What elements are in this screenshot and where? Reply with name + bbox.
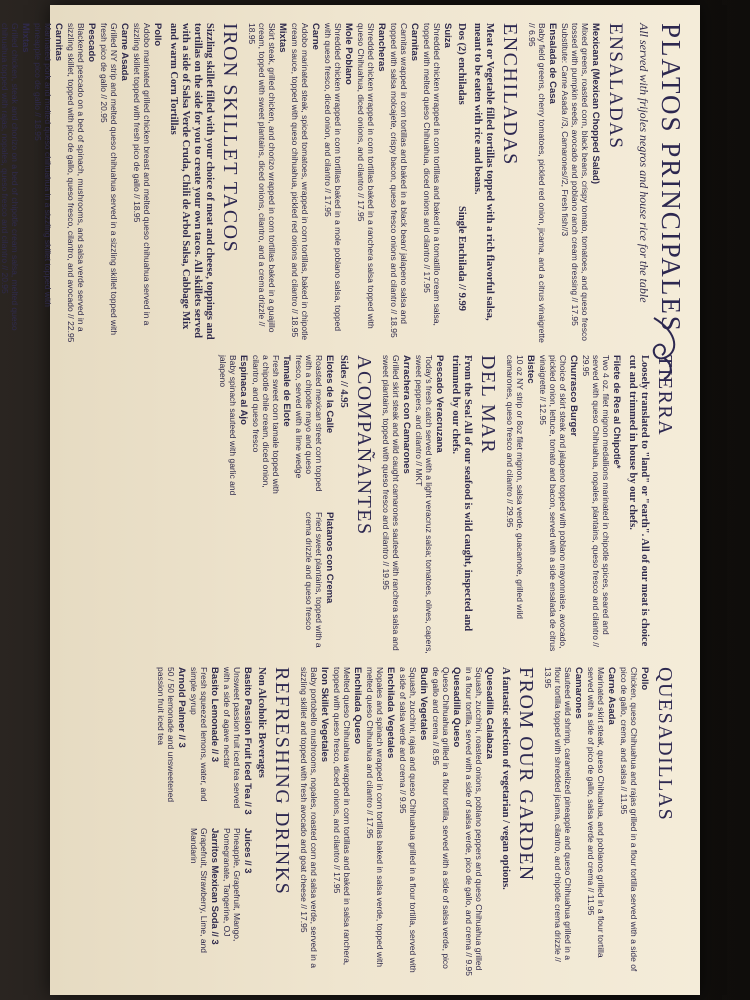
menu-item [189, 828, 220, 977]
item-name: Basito Lemonade // 3 [209, 667, 220, 763]
iron-skillet-title: IRON SKILLET TACOS [219, 23, 241, 254]
item-name: Carnitas [53, 23, 64, 62]
menu-item [538, 355, 579, 655]
acompanantes-title: ACOMPAÑANTES [353, 355, 375, 536]
item-description: Mixed greens, roasted corn, black beans, crispy tomato, tomatoes, and queso fresco tossed with pumpkin seeds, avocado and poblano ranch cream dressing // 17.95 Substitute: Carne Asada //3, Camarones//2, Fresh fish//3 [560, 23, 590, 341]
item-description: 10 oz NY strip or 8oz filet mignon, salsa verde, guacamole, grilled wild camarones, queso fresco and cilantro // 29.95 [505, 355, 525, 619]
menu-item [294, 355, 335, 498]
item-description: Sauteed wild shrimp, caramelized pineapple and queso Chihuahua grilled in a flour tortilla topped with shredded jicama, cilantro, and chipotle crema drizzle // 13.95 [543, 667, 573, 962]
item-name: Carne [310, 23, 321, 50]
item-name: Juices // 3 [242, 828, 253, 874]
menu-item [247, 23, 288, 343]
item-name: Pollo [152, 23, 163, 47]
enchiladas-intro: Meat or Vegetable filled tortillas topped with a rich flavorful salsa, meant to be eaten with rice and beans. [472, 23, 495, 321]
item-description: Marinated pork and melted queso chihuahua in a sizzling skillet topped with pineapple pico de gallo // 18.95 [33, 23, 53, 307]
iron-skillet-intro: Sizzling skillet filled with your choice of meat and cheese, toppings and tortillas on the side for you to create your own tacos. All skillets served with a side of Salsa Verde Cruda, Chili de Arbol Salsa, Cabbage Mix and warm Corn Tortillas [168, 23, 215, 340]
drinks-title: REFRESHING DRINKS [271, 667, 293, 896]
item-name: Carne Asada [606, 667, 617, 725]
item-name: Enchilada Vegetales [385, 667, 396, 759]
menu-item [365, 667, 396, 977]
del-mar-intro: From the Sea! All of our seafood is wild caught, inspected and trimmed by our chefs. [450, 355, 473, 632]
item-description: Carnitas wrapped in corn tortillas and baked in a black bean/ jalapeno salsa and topped with salsa molcajete, crispy bacon, queso fresco onions and cilantro // 18.95 [389, 23, 409, 338]
menu-item [464, 667, 495, 977]
del-mar-title: DEL MAR [477, 355, 499, 455]
menu-item [414, 355, 445, 655]
menu-item [505, 355, 536, 655]
item-description: Chicken, queso Chihuahua and rajas grilled in a flour tortilla served with a side of pico de gallo, crema, and salsa // 11.95 [619, 667, 639, 972]
item-name: Tamale de Elote [281, 355, 292, 427]
item-name: Mole Poblano [343, 23, 354, 85]
tierra-title: TIERRA [654, 355, 676, 437]
menu-item [431, 667, 462, 977]
drinks-sub: Non Alcoholic Beverages [256, 667, 267, 778]
item-name: Carnitas [409, 23, 420, 62]
item-description: Two 4 oz. filet mignon medallions marinated in chipotle spices, seared and served with queso Chihuahua, nopales, plantains, queso fresco and cilantro // 29.95 [581, 355, 611, 648]
drinks-column [154, 667, 253, 816]
sides-column [216, 355, 335, 498]
menu-item [586, 667, 617, 977]
item-name: Jarritos Mexican Soda // 3 [209, 828, 220, 945]
item-name: Budin Vegetales [418, 667, 429, 741]
item-description: Shredded chicken wrapped in corn tortillas and baked in a tomatillo cream salsa, topped with melted queso Chihuahua, diced onions and cilantro // 17.95 [422, 23, 442, 326]
item-description: 50 / 50 lemonade and unsweetened passion fruit iced tea [156, 667, 176, 803]
enchiladas-pricing [456, 23, 467, 311]
menu-item [323, 23, 354, 343]
item-name: Pescado [86, 23, 97, 63]
item-name: Filete de Res al Chipotle* [611, 355, 622, 469]
item-name: Churrasco Burger [568, 355, 579, 437]
item-name: Elotes de la Calle [324, 355, 335, 434]
item-description: Grilled NY strip and melted queso chihuahua served in a sizzling skillet topped with fresh pico de gallo // 20.95 [99, 23, 119, 336]
item-description: Grilled skirt steak and wild caught camarones sauteed with ranchera salsa and sweet plantains, topped with queso fresco and cilantro // 19.95 [381, 355, 401, 651]
item-description: Blackened pescado on a bed of spinach, mushrooms, and salsa verde served in a sizzling skillet, topped with pico de gallo, queso fresco, cilantro, and avocado // 22.95 [66, 23, 86, 343]
enchiladas-dos: Dos (2) enchiladas [456, 23, 467, 105]
item-description: Today's fresh catch served with a light veracruz salsa; tomatoes, olives, capers, sweet peppers, and cilantro // MKT [414, 355, 434, 654]
item-name: Rancheras [376, 23, 387, 72]
menu-item [304, 512, 335, 655]
quesadillas-title: QUESADILLAS [654, 667, 676, 822]
sides-column [216, 512, 335, 655]
menu-item [543, 667, 584, 977]
item-name: Enchilada Queso [352, 667, 363, 745]
item-name: Suiza [442, 23, 453, 48]
item-name: Mixtas [20, 23, 31, 53]
menu-item [156, 667, 187, 816]
item-description: Choice of skirt steak and jalapeno topped with poblano mayonnaise, avocado, pickled onion, lettuce, tomato and bacon, served with a side ensalada de citrus vinaigrette // 12.95 [538, 355, 568, 652]
item-description: Squash, zucchini, rajas and queso Chihuahua grilled in a flour tortilla, served with a side of salsa verde and crema // 9.95 [398, 667, 418, 973]
menu-item [581, 355, 622, 655]
menu-item [33, 23, 64, 343]
acompanantes-sub: Sides // 4.95 [338, 355, 349, 408]
item-description: Pineapple, Grapefruit, Mango, Pomegranate, Tangerine, OJ [222, 828, 242, 942]
item-description: Grapefruit, Strawberry, Lime, and Mandarin [189, 828, 209, 954]
menu-paper [0, 5, 700, 995]
platos-tagline: All served with frijoles negros and house rice for the table [637, 23, 651, 303]
menu-item [381, 355, 412, 655]
item-name: Iron Skillet Vegetales [319, 667, 330, 763]
item-name: Mixtas [277, 23, 288, 53]
drinks-grid [154, 667, 253, 977]
enchiladas-title: ENCHILADAS [499, 23, 521, 166]
item-description: Fried sweet plantains, topped with a crema drizzle and queso fresco [304, 512, 324, 648]
menu-item [222, 828, 253, 977]
item-name: Platanos con Crema [324, 512, 335, 604]
menu-item [290, 23, 321, 343]
menu-item [389, 23, 420, 343]
item-name: Ensalada de Casa [547, 23, 558, 104]
item-description: Grilled chicken, steak and chorizo on a bed of chipotle cream salsa, melted queso chihuahua topped with rajas, nopales, queso fresco and cilantro // 20.95 [0, 23, 20, 331]
item-name: Camarones [573, 667, 584, 719]
tierra-intro: Loosely translated to "land" or "earth". All of our meat is choice cut and trimmed in house by our chefs. [627, 355, 650, 647]
item-name: Arnold Palmer // 3 [176, 667, 187, 748]
garden-title: FROM OUR GARDEN [515, 667, 537, 882]
item-description: Shredded chicken wrapped in corn tortillas baked in a mole poblano salsa, topped with queso fresco, diced onion, and cilantro // 17.95 [323, 23, 343, 332]
garden-intro: A fantastic selection of vegetarian / vegan options. [500, 667, 511, 890]
item-description: Baby spinach sauteed with garlic and jalapeno [218, 355, 238, 496]
platos-title: PLATOS PRINCIPALES [656, 23, 686, 333]
item-description: Unsweet passion fruit iced tea served with a side of agave nectar [222, 667, 242, 809]
menu-item [218, 355, 249, 498]
item-name: Pollo [639, 667, 650, 691]
item-name: Bistec [525, 355, 536, 384]
item-description: Fresh sweet corn tamale topped with a chipotle chile cream, diced onion, cilantro, and queso fresco [251, 355, 281, 494]
drinks-column [154, 828, 253, 977]
sides-grid [216, 355, 335, 655]
menu-item [527, 23, 558, 343]
item-description: Marinated skirt steak, queso Chihuahua, and poblanos grilled in a flour tortilla served with a side of pico de gallo, salsa verde and crema // 11.95 [586, 667, 606, 958]
menu-item [0, 23, 31, 343]
menu-item [99, 23, 130, 343]
item-description: Nopales and spinach wrapped in corn tortillas baked in salsa verde, topped with melted queso Chihuahua and cilantro // 17.95 [365, 667, 385, 968]
menu-item [398, 667, 429, 977]
menu-item [251, 355, 292, 498]
item-description: Queso Chihuahua grilled in a flour tortilla, served with a side of salsa verde, pico de gallo and crema // 8.95 [431, 667, 451, 969]
menu-column-left [0, 23, 688, 343]
item-name: Espinaca al Ajo [238, 355, 249, 425]
item-description: Skirt steak, grilled chicken, and chorizo wrapped in corn tortillas baked in a guajillo cream, topped with sweet plantains, diced onions, cilantro, and a crema drizzle // 18.95 [247, 23, 277, 333]
menu-item [222, 667, 253, 816]
menu-item [619, 667, 650, 977]
item-description: Roasted mexican street corn topped with a chipotle mayo and queso fresco, served with a lime wedge [294, 355, 324, 492]
item-name: Carne Asada [119, 23, 130, 81]
menu-item [356, 23, 387, 343]
item-name: Basito Passion Fruit Iced Tea // 3 [242, 667, 253, 815]
menu-item [132, 23, 163, 343]
item-description: Melted queso Chihuahua wrapped in corn tortillas and baked in salsa ranchera, topped with queso fresco, diced onions, and cilantro // 17.95 [332, 667, 352, 966]
item-name: Mexicana (Mexican Chopped Salad) [590, 23, 601, 185]
item-description: Squash, zucchini, roasted onions, poblano peppers and queso Chihuahua grilled in a flour tortilla, served with a side of salsa verde, pico de gallo, and crema // 9.95 [464, 667, 484, 976]
item-description: Baby field greens, cherry tomatoes, pickled red onion, jicama, and a citrus vinaigrette // 6.95 [527, 23, 547, 343]
menu-item [422, 23, 453, 343]
menu-column-middle [216, 355, 688, 655]
item-description: Fresh squeezed lemons, water, and simple syrup [189, 667, 209, 802]
menu-item [332, 667, 363, 977]
item-description: Shredded chicken wrapped in corn tortillas baked in a ranchera salsa topped with queso Chihuahua, diced onions, and cilantro // 17.95 [356, 23, 376, 329]
menu-item [189, 667, 220, 816]
item-description: Adobo marinated steak, spiced tomatoes, wrapped in corn tortillas, baked in chipotle cream sauce, topped with queso chihuahua, pickled red onions and cilantro // 18.95 [290, 23, 310, 341]
menu-item [66, 23, 97, 343]
item-name: Pescado Veracruzana [434, 355, 445, 453]
menu-item [299, 667, 330, 977]
menu-column-right [154, 667, 688, 977]
enchiladas-single: Single Enchilada // 9.99 [456, 205, 467, 311]
item-name: Quesadilla Calabaza [484, 667, 495, 759]
ensaladas-title: ENSALADAS [605, 23, 626, 150]
item-name: Arrachera con Camarones [401, 355, 412, 474]
item-name: Quesadilla Queso [451, 667, 462, 748]
menu-item [560, 23, 601, 343]
item-description: Adobo marinated grilled chicken breast and melted queso chihuahua served in a sizzling skillet topped with fresh pico de gallo // 18.95 [132, 23, 152, 326]
item-description: Baby portobello mushrooms, nopales, roasted corn and salsa verde, served in a sizzling skillet and topped with fresh avocado and goat cheese // 17.95 [299, 667, 319, 968]
